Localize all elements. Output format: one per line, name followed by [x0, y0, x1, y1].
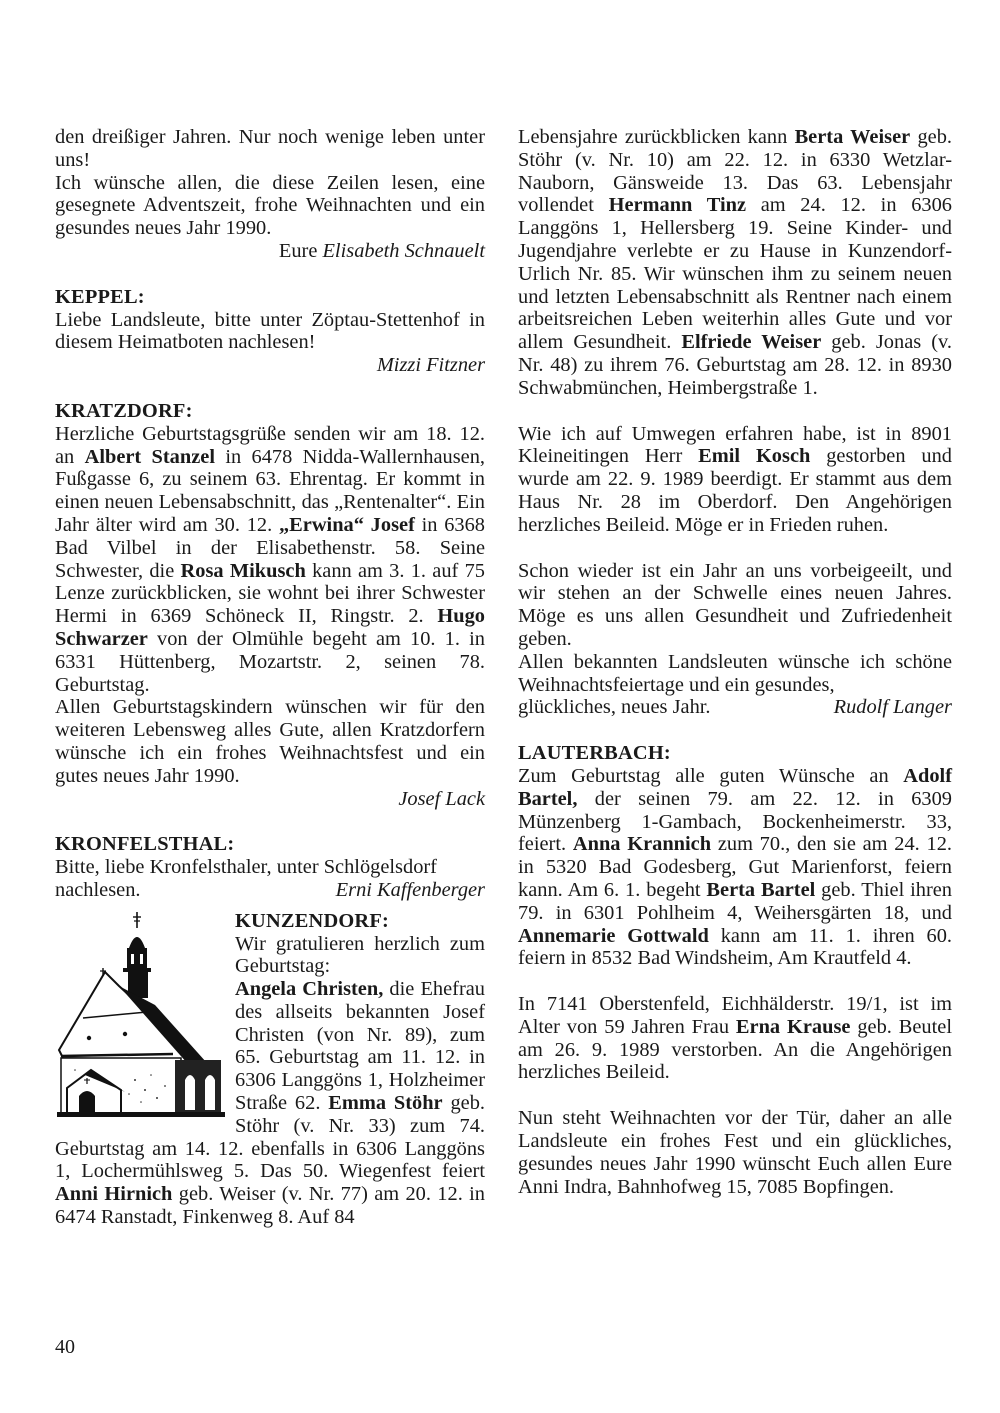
paragraph [55, 423, 485, 697]
text-run: Schon wieder ist ein Jahr an uns vorbeigeeilt, und wir stehen an der Schwelle eines neuen Jahres. Möge es uns allen Gesundheit und Zufriedenheit geben. [518, 559, 952, 650]
page-number: 40 [55, 1336, 75, 1358]
signature-line [55, 879, 485, 902]
paragraph [518, 765, 952, 970]
bold-name: Angela Christen, [235, 978, 384, 1001]
text-run: Herzliche Geburtstagsgrüße senden wir am 18. 12. an [55, 422, 485, 468]
signature-name: Elisabeth Schnauelt [322, 239, 485, 262]
text-run: geb. Thiel ihren 79. in 6301 Pohlheim 4, Weihersgärten 18, und [518, 878, 952, 924]
bold-name: Elfriede Weiser [681, 331, 822, 354]
signature-name: Rudolf Langer [833, 696, 952, 719]
section-heading: LAUTERBACH: [518, 742, 671, 765]
text-run: Bitte, liebe Kronfelsthaler, unter Schlögelsdorf [55, 856, 437, 879]
bold-name: Anna Krannich [572, 833, 712, 856]
text-run: gestorben und wurde am 22. 9. 1989 beerdigt. Er stammt aus dem Haus Nr. 28 im Oberdorf. Den Angehörigen herzliches Beileid. Möge er in Frieden ruhen. [518, 445, 952, 536]
bold-name: Hermann Tinz [608, 194, 747, 217]
kunzendorf-intro: Wir gratulieren herzlich zum Geburtstag: [235, 932, 485, 978]
bold-name: Berta Weiser [794, 126, 911, 148]
text-run: kann am 11. 1. ihren 60. feiern in 8532 Bad Windsheim, Am Krautfeld 4. [518, 924, 952, 970]
paragraph [518, 126, 952, 400]
right-column [518, 126, 952, 1198]
paragraph [55, 856, 485, 879]
section-heading: KRATZDORF: [55, 399, 193, 422]
bold-name: Adolf Bartel, [518, 764, 952, 810]
signature [55, 240, 485, 263]
signature-prefix: Eure [278, 239, 323, 262]
bold-name: Berta Bartel [706, 878, 816, 901]
bold-name: Rosa Mikusch [180, 559, 306, 582]
bold-name: Emil Kosch [698, 445, 811, 468]
text-run: in 6478 Nidda-Wallernhausen, Fußgasse 6, zu seinem 63. Ehrentag. Er kommt in einen neuen Lebensabschnitt, das „Rentenalter“. Ein Jahr älter wird am 30. 12. [55, 445, 486, 536]
paragraph [518, 993, 952, 1084]
signature-name: Josef Lack [398, 787, 485, 810]
paragraph [55, 696, 485, 787]
text-run: In 7141 Oberstenfeld, Eichhälderstr. 19/1, ist im Alter von 59 Jahren Frau [518, 993, 952, 1038]
text-run: kann am 3. 1. auf 75 Lenze zurückblicken, sie wohnt bei ihrer Schwester Hermi in 6369 Schöneck II, Ringstr. 2. [55, 559, 485, 628]
signature [55, 788, 485, 811]
paragraph [518, 1107, 952, 1198]
text-run: geb. Weiser (v. Nr. 77) am 20. 12. in 6474 Ranstadt, Finkenweg 8. Auf 84 [55, 1183, 485, 1229]
paragraph [55, 172, 485, 240]
signature-name: Mizzi Fitzner [376, 354, 485, 377]
bold-name: Hugo Schwarzer [55, 605, 485, 650]
paragraph [55, 309, 485, 355]
section-heading: KEPPEL: [55, 285, 145, 308]
text-run: in 6368 Bad Vilbel in der Elisabethenstr. 58. Seine Schwester, die [55, 513, 486, 582]
paragraph [55, 126, 485, 172]
text-run: geb. Jonas (v. Nr. 48) zu ihrem 76. Geburtstag am 28. 12. in 8930 Schwabmünchen, Heimbergstraße 1. [518, 331, 952, 399]
bold-name: „Erwina“ Josef [278, 513, 415, 536]
text-run: zum 70., den sie am 24. 12. in 5320 Bad Godesberg, Gut Marienforst, feiern kann. Am 6. 1. begeht [518, 833, 953, 901]
text-run: Lebensjahre zurückblicken kann [518, 126, 795, 148]
church-illustration-icon [55, 910, 227, 1118]
bold-name: Annemarie Gottwald [518, 924, 709, 947]
line-text: glückliches, neues Jahr. [518, 696, 711, 719]
text-run: von der Olmühle begeht am 10. 1. in 6331 Hüttenberg, Mozartstr. 2, seinen 78. Geburtstag. [55, 627, 485, 696]
bold-name: Emma Stöhr [328, 1092, 443, 1115]
text-run: Zum Geburtstag alle guten Wünsche an [518, 764, 904, 787]
text-run: der seinen 79. am 22. 12. in 6309 Münzenberg 1-Gambach, Bockenheimerstr. 33, feiert. [518, 787, 952, 856]
section-heading: KRONFELSTHAL: [55, 833, 235, 856]
signature-name: Erni Kaffenberger [335, 878, 485, 901]
text-run: Allen bekannten Landsleuten wünsche ich schöne Weihnachtsfeiertage und ein gesundes, [518, 650, 952, 696]
bold-name: Anni Hirnich [55, 1183, 173, 1206]
signature [55, 354, 485, 377]
text-run: geb. Beutel am 26. 9. 1989 verstorben. An die Angehörigen herzliches Beileid. [518, 1015, 952, 1084]
bold-name: Erna Krause [735, 1015, 851, 1038]
text-run: am 24. 12. in 6306 Langgöns 1, Hellersberg 19. Seine Kinder- und Jugendjahre verlebte er zu Hause in Kunzendorf-Urlich Nr. 85. Wir wünschen ihm zu seinem neuen und letzten Lebensabschnitt als Rentner nach einem arbeitsreichen Leben weiterhin alles Gute und vor allem Gesundheit. [518, 194, 952, 354]
text-run: geb. Stöhr (v. Nr. 33) zum 74. Geburtstag am 14. 12. ebenfalls in 6306 Langgöns 1, Lochermühlsweg 5. Das 50. Wiegenfest feiert [55, 1092, 485, 1183]
section-heading-kunzendorf: KUNZENDORF: [235, 909, 389, 932]
line-text: nachlesen. [55, 878, 141, 901]
text-run: die Ehefrau des allseits bekannten Josef Christen (von Nr. 89), zum 65. Geburtstag am 11. 12. in 6306 Langgöns 1, Holzheimer Straße 62. [235, 978, 485, 1115]
text-run: Allen Geburtstagskindern wünschen wir für den weiteren Lebensweg alles Gute, allen Kratzdorfern wünsche ich ein frohes Weihnachtsfest und ein gutes neues Jahr 1990. [55, 696, 485, 787]
text-run: Ich wünsche allen, die diese Zeilen lesen, eine gesegnete Adventszeit, frohe Weihnachten und ein gesundes neues Jahr 1990. [55, 171, 485, 240]
bold-name: Albert Stanzel [84, 445, 215, 468]
left-column [55, 126, 485, 1229]
text-run: den dreißiger Jahren. Nur noch wenige leben unter uns! [55, 126, 485, 171]
text-run: Liebe Landsleute, bitte unter Zöptau-Stettenhof in diesem Heimatboten nachlesen! [55, 308, 485, 354]
text-run: geb. Stöhr (v. Nr. 10) am 22. 12. in 6330 Wetzlar-Nauborn, Gänsweide 13. Das 63. Lebensjahr vollendet [518, 126, 952, 217]
text-run: Nun steht Weihnachten vor der Tür, daher an alle Landsleute ein frohes Fest und ein glückliches, gesundes neues Jahr 1990 wünscht Euch allen Eure Anni Indra, Bahnhofweg 15, 7085 Bopfingen. [518, 1107, 952, 1198]
signature-line [518, 696, 952, 719]
paragraph [518, 560, 952, 651]
paragraph [518, 423, 952, 537]
paragraph [518, 651, 952, 697]
text-run: Wie ich auf Umwegen erfahren habe, ist in 8901 Kleineitingen Herr [518, 422, 952, 468]
kunzendorf-section [55, 910, 485, 1229]
